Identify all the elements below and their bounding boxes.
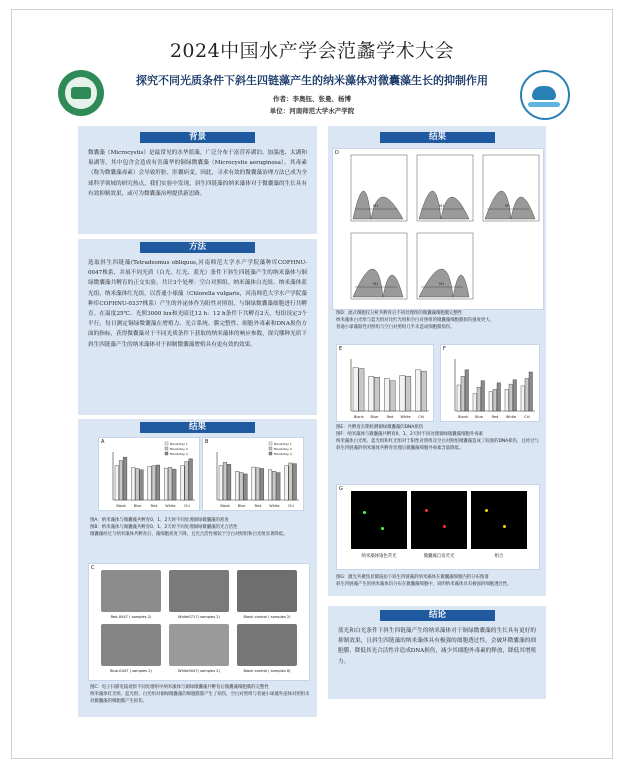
sem-label-3: Blank control ( samples 2): [243, 615, 291, 619]
bar: [525, 379, 529, 412]
fluor-panel: [336, 484, 540, 570]
sem-label-5: White0047( samples 2): [178, 669, 220, 673]
x-tick-label: Chl: [418, 415, 425, 419]
bar: [140, 470, 144, 500]
bar: [489, 392, 493, 412]
x-tick-label: Red: [150, 504, 158, 508]
chart-a-panel: [98, 437, 200, 511]
background-text: 微囊藻（Microcystis）是最常见的水华蓝藻，广泛分布于富营养湖泊、加湍池、太湖和巢湖等，其中包含会造成有害藻华的铜绿微囊藻（Microcystis aeruginosa），其毒素（称为微囊藻毒素）会导致肝脏、肝囊病变。因此，寻求有效的微囊藻治理方法已成为全球科学领域的研究热点，我们实验中发现，斜生四链藻的纳米藻体对于微囊藻的生长具有有效抑制效果，或可为微囊藻治理提供新思路。: [88, 150, 307, 197]
chart-b: [203, 438, 303, 510]
panel-label-e: E: [339, 346, 343, 352]
x-tick-label: Chl: [287, 504, 294, 508]
bar: [115, 466, 119, 500]
bar: [473, 394, 477, 411]
methods-section: [78, 239, 317, 415]
bar: [384, 379, 389, 412]
x-tick-label: Blue: [475, 415, 483, 419]
fluor-image-2: [411, 491, 467, 549]
chart-e-panel: [336, 344, 434, 422]
bar: [457, 385, 461, 411]
sem-image-2: [169, 570, 229, 612]
bar: [189, 459, 193, 500]
bar: [521, 386, 525, 411]
bar: [256, 468, 260, 500]
fluor-image-1: [351, 491, 407, 549]
bar: [235, 471, 239, 500]
bar: [353, 368, 358, 411]
x-tick-label: Blank: [353, 415, 364, 419]
gate-label: M1: [505, 204, 511, 208]
gate-label: M1: [439, 204, 445, 208]
bar: [293, 464, 297, 500]
fluor-label-2: 微囊藻自发荧光: [423, 554, 455, 559]
bar: [369, 376, 374, 411]
bar: [481, 381, 485, 411]
bar: [185, 462, 189, 500]
poster: [11, 9, 613, 759]
x-tick-label: Red: [491, 415, 499, 419]
background-section: [78, 126, 317, 234]
bar: [136, 468, 140, 500]
legend-label: Blank/day 3: [274, 451, 292, 456]
legend-swatch: [269, 442, 272, 445]
poster-title: 2024中国水产学会范蠡学术大会: [169, 40, 455, 62]
x-tick-label: Red: [254, 504, 262, 508]
legend-swatch: [165, 447, 168, 450]
x-tick-label: White: [165, 504, 176, 508]
conclusion-text: 蓝光和白光条件下斜生四链藻产生的纳米藻体对于铜绿微囊藻的生长具有更好的抑制效果，且斜生四链藻的纳米藻体具有极强的细胞透过性，会破坏微囊藻的细胞膜，降低其光合活性并造成DNA损伤，减少其细胞外毒素的释放，降低其增殖力。: [338, 628, 537, 665]
bar: [172, 469, 176, 500]
bar: [509, 384, 513, 411]
panel-label-g: G: [339, 486, 343, 492]
gate-label: M1: [373, 204, 379, 208]
legend-label: Blank/day 3: [170, 451, 188, 456]
background-title: 背景: [140, 132, 255, 143]
fluor-caption: 图G：激光共聚焦显微镜拍下斜生四链藻的纳米藻体在微囊藻细胞内的分布图谱 斜生四链藻产生的纳米藻体均分布在微囊藻细胞中，说明纳米藻体具有极强的细胞透过性。: [336, 575, 512, 587]
bar: [168, 467, 172, 500]
bar: [276, 473, 280, 500]
bar: [461, 376, 465, 411]
bar: [406, 376, 411, 411]
x-tick-label: Blue: [370, 415, 379, 419]
x-tick-label: Chl: [183, 504, 190, 508]
legend-label: Blank/day 1: [170, 441, 188, 446]
bar: [374, 377, 379, 411]
sem-image-3: [237, 570, 297, 612]
fig1-caption: 图A：纳米藻体与微囊藻共孵育0、1、2天时不同处理铜绿微囊藻的密度 图B：纳米藻体与微囊藻共孵育0、1、2天时不同处理铜绿微囊藻的光合活性 微囊藻经过与纳米藻体共孵育后，藻细胞密度下降，且光合活性相较于空白对照组和白光组显著降低。: [90, 518, 288, 537]
bar: [260, 468, 264, 500]
x-tick-label: Blank: [458, 415, 468, 419]
bar: [164, 468, 168, 500]
fluor-label-3: 组合: [494, 554, 504, 559]
panel-label-d: D: [335, 150, 339, 156]
panel-label-a: A: [101, 439, 105, 445]
legend-label: Blank/day 1: [274, 441, 292, 446]
bar: [268, 470, 272, 500]
bar: [252, 467, 256, 500]
legend-swatch: [165, 452, 168, 455]
chart-b-panel: [202, 437, 304, 511]
bar: [505, 389, 509, 411]
conclusion-title: 结论: [380, 610, 495, 621]
bar: [289, 463, 293, 500]
x-tick-label: Blue: [237, 504, 246, 508]
bar-caption: 图E：共孵育长期检测铜绿微囊藻的DNA损伤 图F：纳米藻体与微囊藻共孵育0、1、2天时不同处理铜绿微囊藻细胞外毒素 纳米藻体白光组、蓝光组和红光组对于阳性对照组及空白对照组微囊藻造成了较强的DNA损伤，且经过与斜生四链藻的纳米藻体共孵育处理后微囊藻细胞外毒素含量降低。: [336, 425, 539, 451]
fig2-caption: 图C：电子扫描电镜观察不同处理组中纳米藻体与铜绿微囊藻共孵育后微囊藻细胞膜的完整性 纳米藻体红光组、蓝光组、白光组对铜绿微囊藻的细胞膜都产生了损伤，空白对照组与普通小球藻外泌体对照组未对微囊藻的细胞膜产生损伤。: [90, 685, 310, 704]
sem-label-6: Blank control ( samples 8): [243, 669, 291, 673]
legend-label: Blank/day 2: [274, 446, 292, 451]
sem-label-4: Blue-0047 ( samples 2): [110, 669, 152, 673]
conclusion-section: [328, 606, 546, 699]
sem-label-1: Red-0047 ( samples 2): [110, 615, 152, 619]
bar: [148, 466, 152, 500]
panel-label-c: C: [91, 565, 95, 571]
bar: [156, 465, 160, 500]
bar: [529, 372, 533, 411]
gate-label: M1: [439, 282, 445, 286]
bar: [477, 387, 481, 411]
bar: [223, 462, 227, 500]
results-left-title: 结果: [140, 422, 255, 433]
affiliation: 单位：河南师范大学水产学院: [269, 107, 355, 115]
bar: [497, 383, 501, 411]
panel-label-f: F: [443, 346, 446, 352]
bar: [152, 466, 156, 500]
bar: [272, 471, 276, 500]
x-tick-label: Blank: [116, 504, 127, 508]
chart-f: [441, 345, 539, 421]
sem-image-6: [237, 624, 297, 666]
methods-title: 方法: [140, 242, 255, 253]
legend-swatch: [165, 442, 168, 445]
authors: 作者：李奥钰、张曼、杨博: [273, 95, 351, 103]
x-tick-label: White: [269, 504, 280, 508]
flow-histograms: [333, 149, 543, 309]
bar: [240, 473, 244, 500]
x-tick-label: Blue: [133, 504, 142, 508]
bar: [390, 381, 395, 411]
results-right-title: 结果: [380, 132, 495, 143]
results-left-section: [78, 419, 317, 717]
bar: [119, 461, 123, 500]
bar: [244, 474, 248, 500]
sem-label-2: White0717( samples 2): [178, 615, 220, 619]
bar: [123, 457, 127, 500]
sem-image-1: [101, 570, 161, 612]
x-tick-label: Red: [386, 415, 394, 419]
bar: [131, 467, 135, 500]
bar: [421, 371, 426, 411]
poster-subtitle: 探究不同光质条件下斜生四链藻产生的纳米藻体对微囊藻生长的抑制作用: [136, 74, 488, 87]
bar: [513, 380, 517, 411]
bar: [415, 370, 420, 411]
fluor-image-3: [471, 491, 527, 549]
legend-swatch: [269, 447, 272, 450]
bar: [227, 464, 231, 500]
bar: [285, 466, 289, 500]
bar: [400, 375, 405, 411]
x-tick-label: Chl: [524, 415, 530, 419]
x-tick-label: White: [400, 415, 411, 419]
gate-label: M1: [373, 282, 379, 286]
sem-image-5: [169, 624, 229, 666]
flow-caption: 图D：流式细胞仪分析共孵育后不同处理组的微囊藻细胞膜完整性 纳米藻体白光组与蓝光组对比红光组和空白对照组的微囊藻细胞膜损伤强度更大， 普通小球藻阳性对照组与空白对照组几乎未造成细胞膜损伤。: [336, 311, 495, 330]
chart-a: [99, 438, 199, 510]
legend-swatch: [269, 452, 272, 455]
sem-panel: [88, 563, 310, 681]
bar: [465, 370, 469, 411]
x-tick-label: Blank: [220, 504, 231, 508]
bar: [219, 466, 223, 500]
methods-text: 选取斜生四链藻(Tetradesmus obliquus,河南师范大学水产学院藻种库COFHNU-0047株系，并展不同光质（白光、红光、蓝光）条件下斜生四链藻产生的纳米藻体与铜绿微囊藻共孵育的正交实验。共计3个处理：空白对照组、纳米藻体白光组、纳米藻体蓝光组、纳米藻体红光组，以普通小球藻（Chlorella vulgaris，河南师范大学水产学院藻种库COFHNU-0337株系）产生的外泌体作为阳性对照组，与铜绿微囊藻细胞进行共孵育。在温度25℃、光照3000 lux和光暗比12 h：12 h条件下共孵育2天，每组设定3个平行，每日测定铜绿微囊藻在增殖力、光合系统、膜完整性、细胞外毒素和DNA损伤方面的指标，获得微囊藻对于不同光质条件下获取的纳米藻体的响应参数，探究哪种光质下斜生四链藻产生的纳米藻体对于抑制微囊藻增殖具有更有效的效果。: [88, 260, 307, 348]
flow-panel: [332, 148, 544, 310]
fluor-label-1: 纳米藻体染色荧光: [361, 554, 397, 559]
bar: [359, 369, 364, 411]
bar: [493, 389, 497, 411]
sem-image-4: [101, 624, 161, 666]
panel-label-b: B: [205, 439, 209, 445]
bar: [181, 466, 185, 500]
legend-label: Blank/day 2: [170, 446, 188, 451]
chart-e: [337, 345, 433, 421]
chart-f-panel: [440, 344, 540, 422]
results-right-section: [328, 126, 546, 596]
x-tick-label: White: [505, 415, 517, 419]
